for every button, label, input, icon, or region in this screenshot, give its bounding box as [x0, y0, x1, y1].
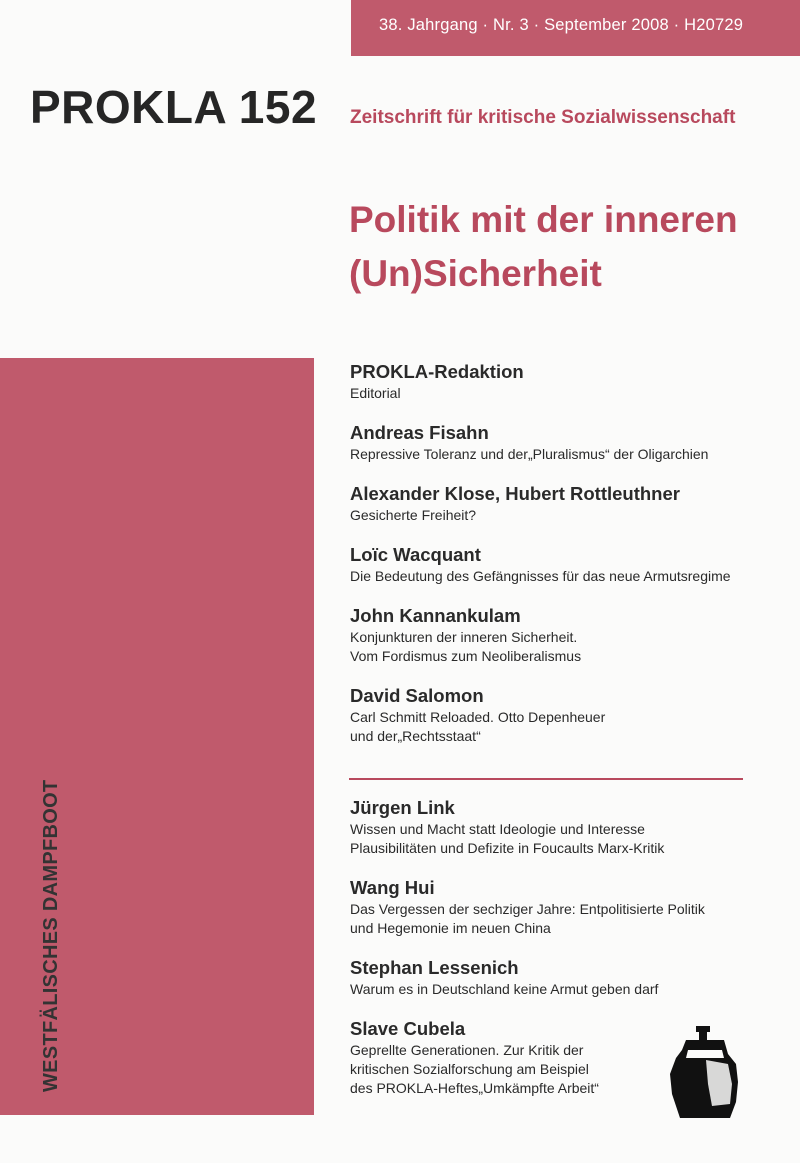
toc-article-title: Warum es in Deutschland keine Armut geben darf	[350, 981, 659, 997]
toc-author: Wang Hui	[350, 877, 435, 898]
magazine-subtitle: Zeitschrift für kritische Sozialwissenschaft	[350, 107, 736, 128]
toc-entry	[350, 604, 770, 666]
toc-article-title: Die Bedeutung des Gefängnisses für das neue Armutsregime	[350, 568, 731, 584]
toc-article-title: Konjunkturen der inneren Sicherheit.	[350, 629, 578, 645]
toc-author: Stephan Lessenich	[350, 957, 519, 978]
toc-article-title: Editorial	[350, 385, 401, 401]
toc-entry	[350, 421, 770, 464]
issue-title-line-1: Politik mit der inneren	[349, 199, 738, 240]
toc-article-title: und der„Rechtsstaat“	[350, 728, 481, 744]
magazine-title: PROKLA 152	[30, 81, 318, 133]
toc-author: PROKLA-Redaktion	[350, 361, 524, 382]
toc-author: Alexander Klose, Hubert Rottleuthner	[350, 483, 680, 504]
toc-entry	[350, 543, 770, 586]
issue-info-bar	[351, 0, 800, 56]
steamboat-logo-icon	[666, 1024, 746, 1118]
toc-article-title: kritischen Sozialforschung am Beispiel	[350, 1061, 589, 1077]
issue-title-line-2: (Un)Sicherheit	[349, 253, 602, 294]
toc-article-title: des PROKLA-Heftes„Umkämpfte Arbeit“	[350, 1080, 599, 1096]
toc-entry	[350, 956, 770, 999]
toc-entry	[350, 482, 770, 525]
toc-author: John Kannankulam	[350, 605, 521, 626]
issue-title	[349, 193, 738, 301]
toc-entry	[350, 796, 770, 858]
toc-entry	[350, 684, 770, 746]
toc-article-title: Carl Schmitt Reloaded. Otto Depenheuer	[350, 709, 606, 725]
toc-author: Slave Cubela	[350, 1018, 466, 1039]
issue-info: 38. Jahrgang · Nr. 3 · September 2008 · H20729	[379, 16, 744, 34]
toc-article-title: Gesicherte Freiheit?	[350, 507, 477, 523]
toc-author: David Salomon	[350, 685, 484, 706]
toc-entry	[350, 360, 770, 403]
toc-article-title: Wissen und Macht statt Ideologie und Interesse	[350, 821, 645, 837]
toc-article-title: Vom Fordismus zum Neoliberalismus	[350, 648, 582, 664]
toc-article-title: Plausibilitäten und Defizite in Foucaults Marx-Kritik	[350, 840, 665, 856]
toc-article-title: und Hegemonie im neuen China	[350, 920, 551, 936]
toc-article-title: Geprellte Generationen. Zur Kritik der	[350, 1042, 584, 1058]
publisher-name: WESTFÄLISCHES DAMPFBOOT	[40, 779, 62, 1092]
toc-author: Loïc Wacquant	[350, 544, 481, 565]
toc-divider	[349, 778, 743, 780]
toc-article-title: Das Vergessen der sechziger Jahre: Entpolitisierte Politik	[350, 901, 705, 917]
toc-article-title: Repressive Toleranz und der„Pluralismus“ der Oligarchien	[350, 446, 709, 462]
toc-author: Andreas Fisahn	[350, 422, 489, 443]
toc-group-primary	[350, 360, 770, 764]
toc-entry	[350, 876, 770, 938]
toc-author: Jürgen Link	[350, 797, 455, 818]
